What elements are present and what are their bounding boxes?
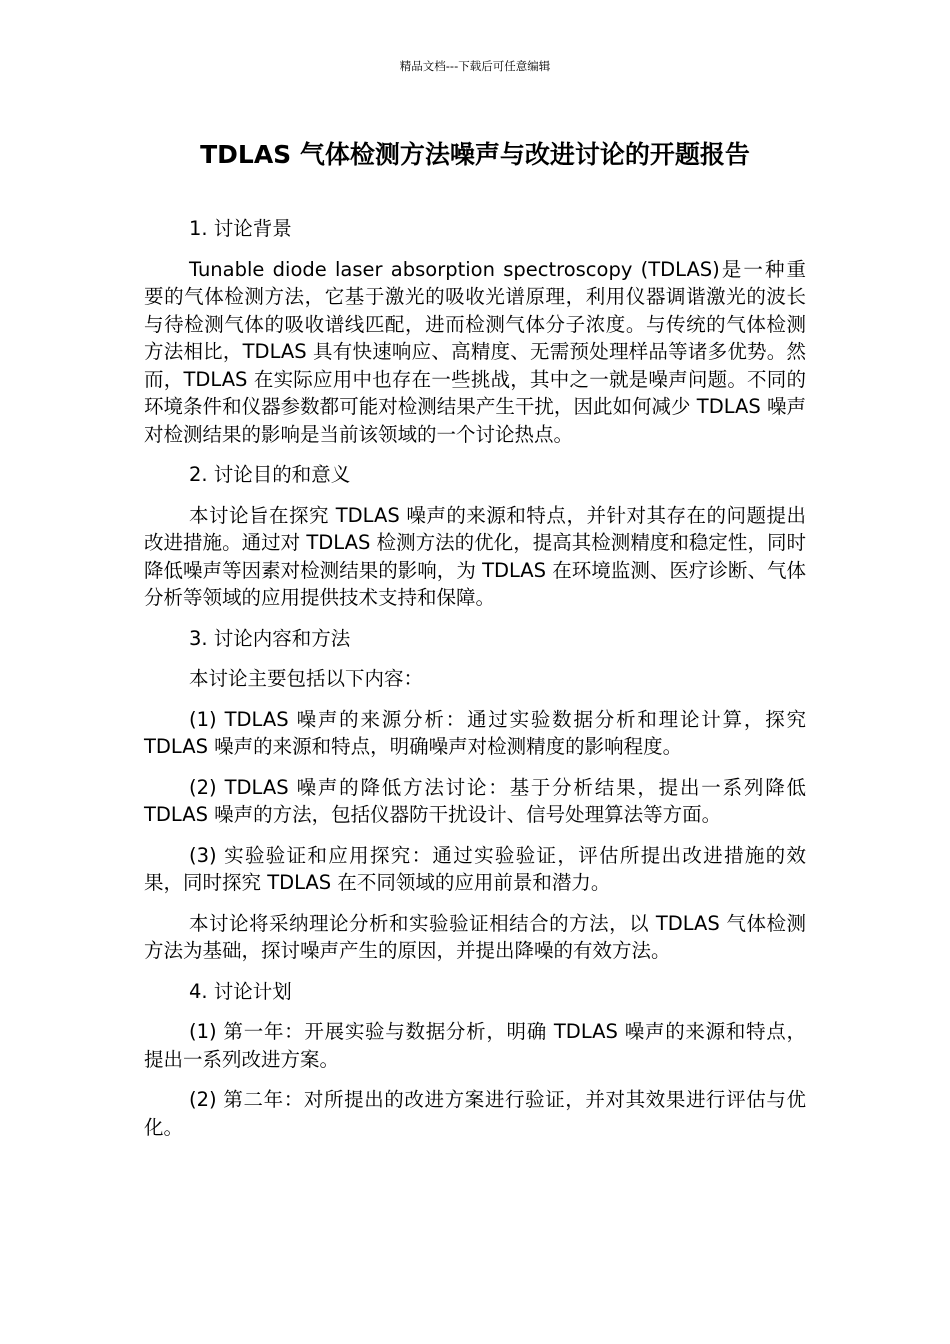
section-heading-background: 1. 讨论背景: [189, 217, 292, 240]
section-heading-purpose: 2. 讨论目的和意义: [189, 463, 351, 486]
paragraph-method: 本讨论将采纳理论分析和实验验证相结合的方法，以 TDLAS 气体检测方法为基础，探讨噪声产生的原因，并提出降噪的有效方法。: [144, 911, 806, 962]
list-item-content-2: (2) TDLAS 噪声的降低方法讨论：基于分析结果，提出一系列降低 TDLAS 噪声的方法，包括仪器防干扰设计、信号处理算法等方面。: [144, 775, 806, 826]
section-heading-plan: 4. 讨论计划: [189, 979, 292, 1003]
paragraph-background: Tunable diode laser absorption spectroscopy (TDLAS)是一种重要的气体检测方法，它基于激光的吸收光谱原理，利用仪器调谐激光的波长与待检测气体的吸收谱线匹配，进而检测气体分子浓度。与传统的气体检测方法相比，TDLAS 具有快速响应、高精度、无需预处理样品等诸多优势。然而，TDLAS 在实际应用中也存在一些挑战，其中之一就是噪声问题。不同的环境条件和仪器参数都可能对检测结果产生干扰，因此如何减少 TDLAS 噪声对检测结果的影响是当前该领域的一个讨论热点。: [144, 257, 806, 446]
section-heading-content: 3. 讨论内容和方法: [189, 626, 351, 650]
list-item-content-1: (1) TDLAS 噪声的来源分析：通过实验数据分析和理论计算，探究 TDLAS 噪声的来源和特点，明确噪声对检测精度的影响程度。: [144, 707, 806, 758]
paragraph-purpose: 本讨论旨在探究 TDLAS 噪声的来源和特点，并针对其存在的问题提出改进措施。通过对 TDLAS 检测方法的优化，提高其检测精度和稳定性，同时降低噪声等因素对检测结果的影响，为 TDLAS 在环境监测、医疗诊断、气体分析等领域的应用提供技术支持和保障。: [144, 503, 806, 609]
header-note: 精品文档---下载后可任意编辑: [399, 59, 551, 73]
document-body: [144, 215, 806, 1154]
paragraph-content-intro: 本讨论主要包括以下内容：: [189, 667, 424, 690]
list-item-content-3: (3) 实验验证和应用探究：通过实验验证，评估所提出改进措施的效果，同时探究 TDLAS 在不同领域的应用前景和潜力。: [144, 843, 806, 894]
list-item-plan-2: (2) 第二年：对所提出的改进方案进行验证，并对其效果进行评估与优化。: [144, 1088, 806, 1139]
document-title: TDLAS 气体检测方法噪声与改进讨论的开题报告: [200, 140, 750, 169]
list-item-plan-1: (1) 第一年：开展实验与数据分析，明确 TDLAS 噪声的来源和特点，提出一系列改进方案。: [144, 1020, 806, 1071]
